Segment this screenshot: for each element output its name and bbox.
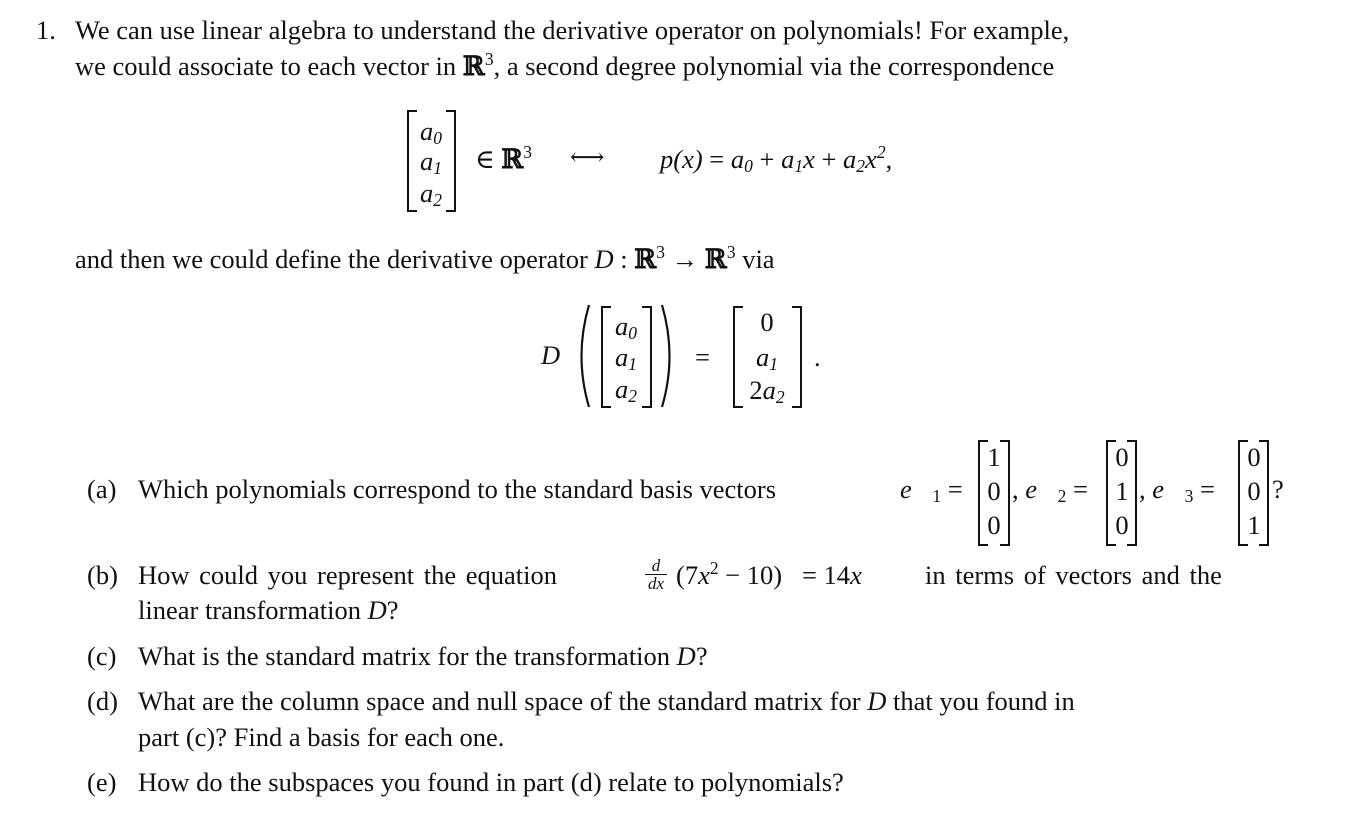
part-e-label: (e) bbox=[87, 767, 117, 797]
reals-symbol: ℝ bbox=[634, 244, 657, 275]
part-b-label: (b) bbox=[87, 560, 118, 590]
output-entry-a1: $a_1$ bbox=[756, 342, 778, 375]
reals-symbol: ℝ bbox=[501, 144, 524, 175]
part-c-text bbox=[138, 643, 708, 670]
part-d-line-1-end: that you found in bbox=[886, 686, 1075, 716]
part-e-text: How do the subspaces you found in part (d) relate to polynomials? bbox=[138, 767, 844, 797]
vector-entry-a0: $a_0$ bbox=[420, 116, 442, 149]
member-symbol: ∈ bbox=[475, 144, 495, 174]
dimension-exponent: 3 bbox=[484, 49, 494, 70]
via-text: via bbox=[735, 244, 775, 274]
trailing-period: . bbox=[814, 342, 821, 372]
e1-entry-1: 1 bbox=[987, 442, 1001, 472]
problem-number: 1. bbox=[36, 15, 56, 45]
vector-entry-a1: $a_1$ bbox=[420, 146, 442, 179]
element-of-reals bbox=[475, 142, 533, 175]
equation-expression: $(7x^2 - 10) = 14x$ bbox=[676, 558, 862, 590]
part-b-line-1-end: in terms of vectors and the bbox=[925, 560, 1222, 590]
part-a-question-mark: ? bbox=[1272, 474, 1284, 504]
right-parenthesis bbox=[658, 303, 680, 409]
part-b-question-mark: ? bbox=[386, 595, 399, 625]
operator-D: D bbox=[867, 686, 887, 716]
intro-line-2-end: , a second degree polynomial via the correspondence bbox=[493, 51, 1055, 81]
basis-e2-symbol: , $e⃗_2$ = bbox=[1012, 474, 1088, 507]
operator-D: D bbox=[676, 641, 696, 671]
part-b-line-1-start: How could you represent the equation bbox=[138, 560, 558, 590]
input-entry-a1: $a_1$ bbox=[615, 342, 637, 375]
e2-entry-1: 0 bbox=[1115, 442, 1129, 472]
part-d-line-1-start: What are the column space and null space of the standard matrix for bbox=[138, 686, 868, 716]
e1-entry-2: 0 bbox=[987, 476, 1001, 506]
polynomial-definition: $p(x) = a_0 + a_1x + a_2x^2$, bbox=[660, 142, 893, 177]
input-entry-a2: $a_2$ bbox=[615, 374, 637, 407]
vector-entry-a2: $a_2$ bbox=[420, 178, 442, 211]
e3-entry-3: 1 bbox=[1247, 510, 1261, 540]
operator-text-start: and then we could define the derivative operator bbox=[75, 244, 595, 274]
operator-definition-text bbox=[75, 242, 775, 275]
intro-line-1: We can use linear algebra to understand the derivative operator on polynomials! For example, bbox=[75, 15, 1070, 45]
part-d-line-1 bbox=[138, 688, 1075, 715]
e2-entry-2: 1 bbox=[1115, 476, 1129, 506]
part-b-line-2-text: linear transformation bbox=[138, 595, 368, 625]
fraction-denominator: dx bbox=[647, 574, 665, 593]
output-entry-0: 0 bbox=[760, 307, 774, 337]
operator-D: D bbox=[594, 244, 614, 274]
intro-line-2-start: we could associate to each vector in bbox=[75, 51, 463, 81]
input-entry-a0: $a_0$ bbox=[615, 311, 637, 344]
derivative-fraction bbox=[645, 557, 667, 592]
maps-to-arrow: → bbox=[665, 244, 705, 274]
operator-D-symbol: D bbox=[541, 340, 561, 370]
basis-e3-symbol: , $e⃗_3$ = bbox=[1139, 474, 1215, 507]
part-c-label: (c) bbox=[87, 641, 117, 671]
dimension-exponent: 3 bbox=[726, 242, 736, 263]
e1-entry-3: 0 bbox=[987, 510, 1001, 540]
fraction-numerator: d bbox=[651, 556, 661, 575]
part-a-label: (a) bbox=[87, 474, 117, 504]
operator-D: D bbox=[367, 595, 387, 625]
part-d-label: (d) bbox=[87, 686, 118, 716]
basis-e1-symbol: $e⃗_1$ = bbox=[900, 474, 963, 507]
e3-entry-2: 0 bbox=[1247, 476, 1261, 506]
part-b-line-2 bbox=[138, 597, 399, 624]
part-c-question-mark: ? bbox=[695, 641, 708, 671]
part-a-text: Which polynomials correspond to the standard basis vectors bbox=[138, 474, 777, 504]
part-c-question: What is the standard matrix for the transformation bbox=[138, 641, 677, 671]
dimension-exponent: 3 bbox=[656, 242, 666, 263]
left-parenthesis bbox=[571, 303, 593, 409]
intro-line-2 bbox=[75, 49, 1055, 82]
output-entry-2a2: $2a_2$ bbox=[749, 375, 785, 408]
reals-symbol: ℝ bbox=[704, 244, 727, 275]
colon: : bbox=[613, 244, 635, 274]
correspondence-arrow: ⟷ bbox=[570, 145, 605, 171]
part-d-line-2: part (c)? Find a basis for each one. bbox=[138, 722, 505, 752]
reals-symbol: ℝ bbox=[462, 51, 485, 82]
e2-entry-3: 0 bbox=[1115, 510, 1129, 540]
equals-sign: = bbox=[695, 342, 710, 372]
e3-entry-1: 0 bbox=[1247, 442, 1261, 472]
dimension-exponent: 3 bbox=[523, 142, 533, 163]
